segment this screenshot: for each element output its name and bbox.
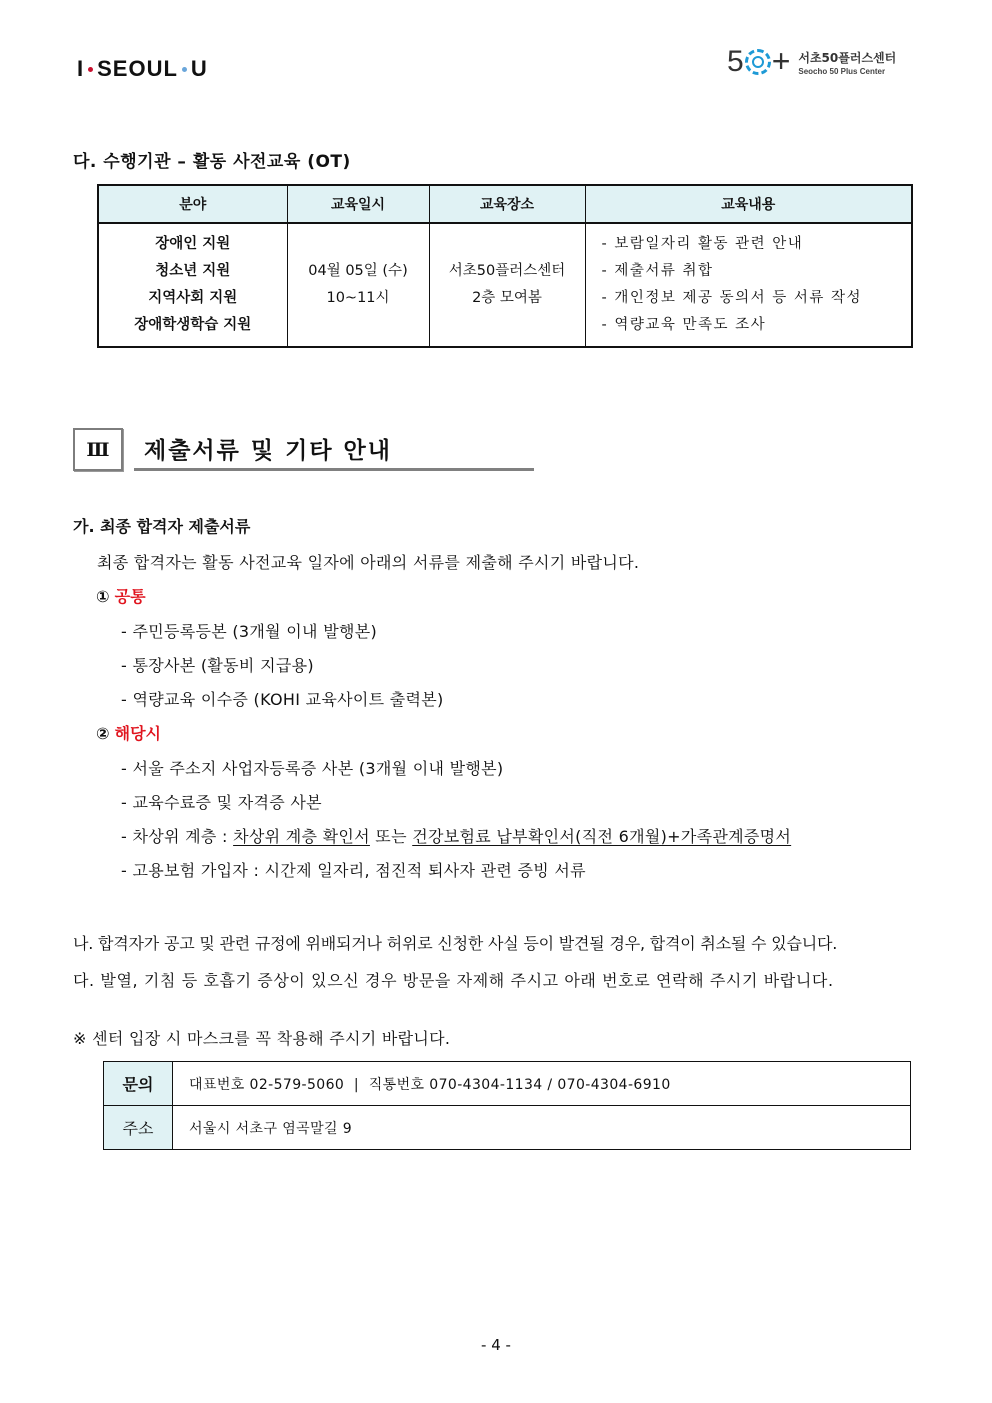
place-name: 서초50플러스센터 (448, 263, 566, 279)
low-income-prefix: - 차상위 계층 : (121, 827, 234, 846)
red-dot-icon (88, 67, 93, 72)
subsection-heading-documents: 가. 최종 합격자 제출서류 (73, 517, 251, 536)
conditional-doc-item: - 서울 주소지 사업자등록증 사본 (3개월 이내 발행본) (121, 759, 504, 778)
common-label (96, 584, 146, 607)
table-header-row (98, 185, 912, 223)
contact-phone-numbers: 대표번호 02-579-5060 | 직통번호 070-4304-1134 / 070-4304-6910 (173, 1062, 911, 1106)
logo-names (798, 49, 896, 76)
cell-datetime (287, 223, 429, 347)
contact-label-inquiry: 문의 (104, 1062, 173, 1106)
field-item: 장애학생학습 지원 (134, 317, 252, 333)
seocho-50-plus-logo (727, 42, 897, 79)
logo-english-name: Seocho 50 Plus Center (798, 66, 886, 76)
cell-fields (98, 223, 287, 347)
logo-plus: + (771, 42, 791, 79)
conditional-doc-low-income (121, 824, 791, 847)
cell-place (429, 223, 585, 347)
section-heading-ot: 다. 수행기관 – 활동 사전교육 (OT) (73, 152, 351, 172)
time-text: 10~11시 (326, 290, 390, 306)
place-room: 2층 모여봄 (472, 290, 542, 306)
blue-dot-icon (182, 67, 187, 72)
page-number: - 4 - (481, 1336, 511, 1354)
logo-number: 5 (727, 45, 744, 78)
header-contents: 교육내용 (585, 185, 912, 223)
low-income-doc-2: 건강보험료 납부확인서(직전 6개월)+가족관계증명서 (412, 827, 792, 846)
cell-contents (585, 223, 912, 347)
low-income-or: 또는 (369, 827, 413, 846)
content-item: - 개인정보 제공 동의서 등 서류 작성 (601, 290, 862, 306)
logo-part-seoul: SEOUL (97, 56, 178, 81)
contact-address: 서울시 서초구 염곡말길 9 (173, 1106, 911, 1150)
low-income-doc-1: 차상위 계층 확인서 (233, 827, 370, 846)
date-text: 04월 05일 (수) (308, 263, 408, 279)
section-numeral-box: Ⅲ (73, 428, 123, 471)
common-label-text: 공통 (114, 587, 146, 606)
conditional-doc-employment: - 고용보험 가입자 : 시간제 일자리, 점진적 퇴사자 관련 증빙 서류 (121, 861, 586, 880)
common-doc-item: - 주민등록등본 (3개월 이내 발행본) (121, 622, 378, 641)
contact-table (103, 1061, 911, 1150)
conditional-label-text: 해당시 (114, 724, 162, 743)
logo-part-u: U (190, 56, 208, 81)
header-datetime: 교육일시 (287, 185, 429, 223)
field-item: 청소년 지원 (155, 263, 231, 279)
target-ring-icon (745, 49, 771, 75)
table-row (98, 223, 912, 347)
field-item: 장애인 지원 (155, 236, 231, 252)
section-title: 제출서류 및 기타 안내 (144, 438, 392, 464)
header-field: 분야 (98, 185, 287, 223)
conditional-doc-item: - 교육수료증 및 자격증 사본 (121, 793, 322, 812)
common-doc-item: - 역량교육 이수증 (KOHI 교육사이트 출력본) (121, 690, 444, 709)
ot-schedule-table (97, 184, 913, 348)
notice-na: 나. 합격자가 공고 및 관련 규정에 위배되거나 허위로 신청한 사실 등이 발견될 경우, 합격이 취소될 수 있습니다. (73, 934, 838, 953)
header-place: 교육장소 (429, 185, 585, 223)
content-item: - 제출서류 취합 (601, 263, 714, 279)
logo-korean-name: 서초50플러스센터 (798, 50, 897, 65)
circled-number-2: ② (96, 724, 110, 743)
section-title-underline (134, 468, 534, 471)
content-item: - 보람일자리 활동 관련 안내 (601, 236, 804, 252)
mask-note: ※ 센터 입장 시 마스크를 꼭 착용해 주시기 바랍니다. (73, 1029, 451, 1048)
notice-da: 다. 발열, 기침 등 호흡기 증상이 있으신 경우 방문을 자제해 주시고 아래 번호로 연락해 주시기 바랍니다. (73, 971, 834, 990)
logo-part-i: I (77, 56, 85, 81)
field-item: 지역사회 지원 (148, 290, 238, 306)
contact-row-address (104, 1106, 911, 1150)
conditional-label (96, 721, 161, 744)
common-doc-item: - 통장사본 (활동비 지급용) (121, 656, 314, 675)
contact-row-inquiry (104, 1062, 911, 1106)
contact-label-address: 주소 (104, 1106, 173, 1150)
content-item: - 역량교육 만족도 조사 (601, 317, 767, 333)
intro-text: 최종 합격자는 활동 사전교육 일자에 아래의 서류를 제출해 주시기 바랍니다. (97, 553, 640, 572)
circled-number-1: ① (96, 587, 110, 606)
i-seoul-u-logo (77, 56, 208, 82)
